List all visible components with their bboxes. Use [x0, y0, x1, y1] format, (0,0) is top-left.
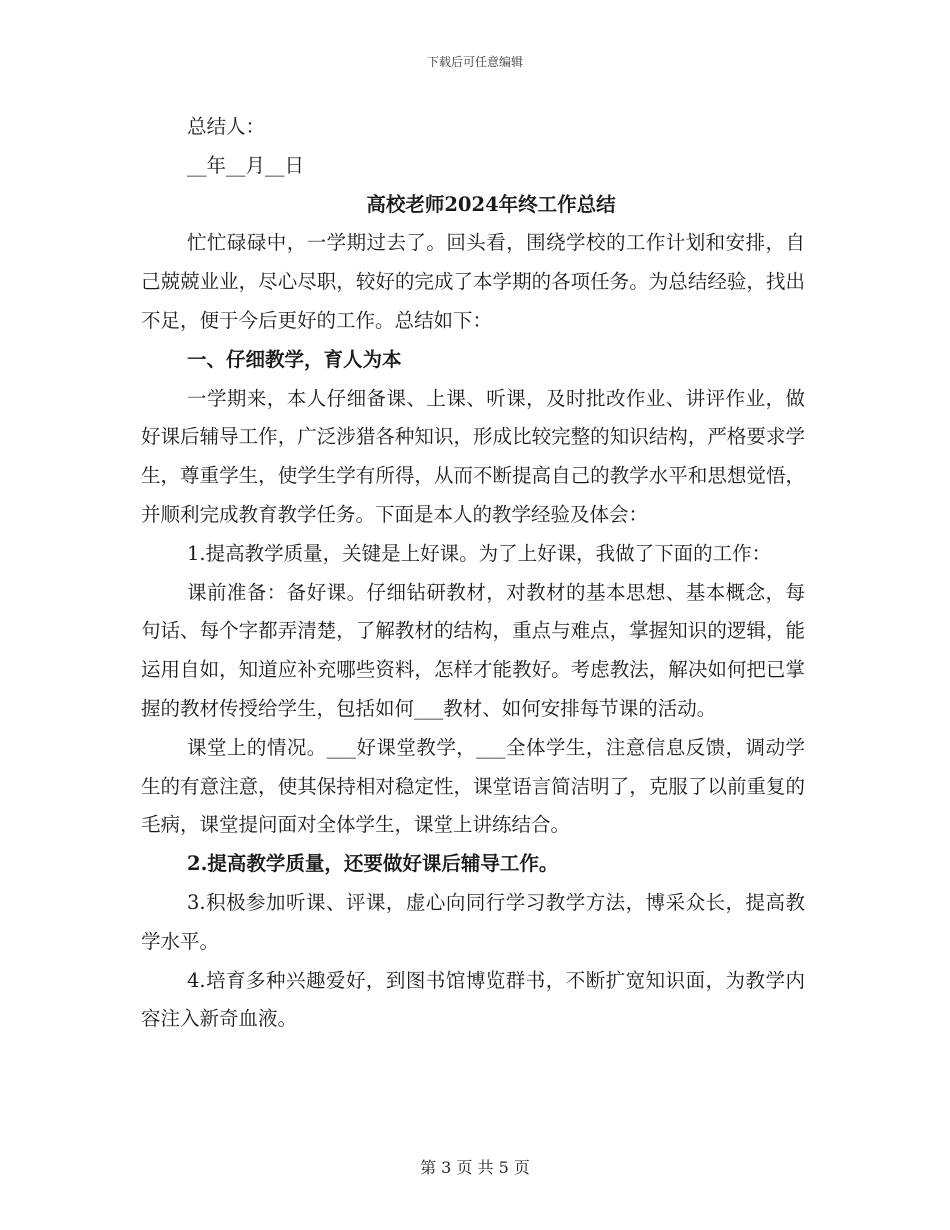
date-line: __年__月__日 [187, 153, 305, 177]
paragraph-point-2: 2.提高教学质量，还要做好课后辅导工作。 [187, 852, 559, 876]
paragraph-preparation: 课前准备：备好课。仔细钻研教材，对教材的基本思想、基本概念，每句话、每个字都弄清楚，了解教材的结构，重点与难点，掌握知识的逻辑，能运用自如，知道应补充哪些资料，怎样才能教好。考虑教法，解决如何把已掌握的教材传授给学生，包括如何___教材、如何安排每节课的活动。 [141, 580, 805, 720]
paragraph-point-3: 3.积极参加听课、评课，虚心向同行学习教学方法，博采众长，提高教学水平。 [141, 890, 805, 953]
paragraph-intro: 忙忙碌碌中，一学期过去了。回头看，围绕学校的工作计划和安排，自己兢兢业业，尽心尽职，较好的完成了本学期的各项任务。为总结经验，找出不足，便于今后更好的工作。总结如下： [141, 231, 805, 332]
paragraph-point-1: 1.提高教学质量，关键是上好课。为了上好课，我做了下面的工作： [187, 541, 772, 565]
section-heading-1: 一、仔细教学，育人为本 [187, 347, 402, 371]
paragraph-classroom: 课堂上的情况。___好课堂教学，___全体学生，注意信息反馈，调动学生的有意注意，使其保持相对稳定性，课堂语言简洁明了，克服了以前重复的毛病，课堂提问面对全体学生，课堂上讲练结合。 [141, 735, 805, 837]
header-note: 下载后可任意编辑 [426, 55, 523, 69]
document-body [141, 108, 805, 1039]
signer-label: 总结人： [187, 115, 266, 138]
paragraph-teaching: 一学期来，本人仔细备课、上课、听课，及时批改作业、讲评作业，做好课后辅导工作，广泛涉猎各种知识，形成比较完整的知识结构，严格要求学生，尊重学生，使学生学有所得，从而不断提高自己的教学水平和思想觉悟，并顺利完成教育教学任务。下面是本人的教学经验及体会： [141, 386, 805, 526]
page-number: 第 3 页 共 5 页 [420, 1158, 530, 1177]
document-title: 高校老师2024年终工作总结 [366, 192, 616, 216]
paragraph-point-4: 4.培育多种兴趣爱好，到图书馆博览群书，不断扩宽知识面，为教学内容注入新奇血液。 [141, 968, 805, 1031]
